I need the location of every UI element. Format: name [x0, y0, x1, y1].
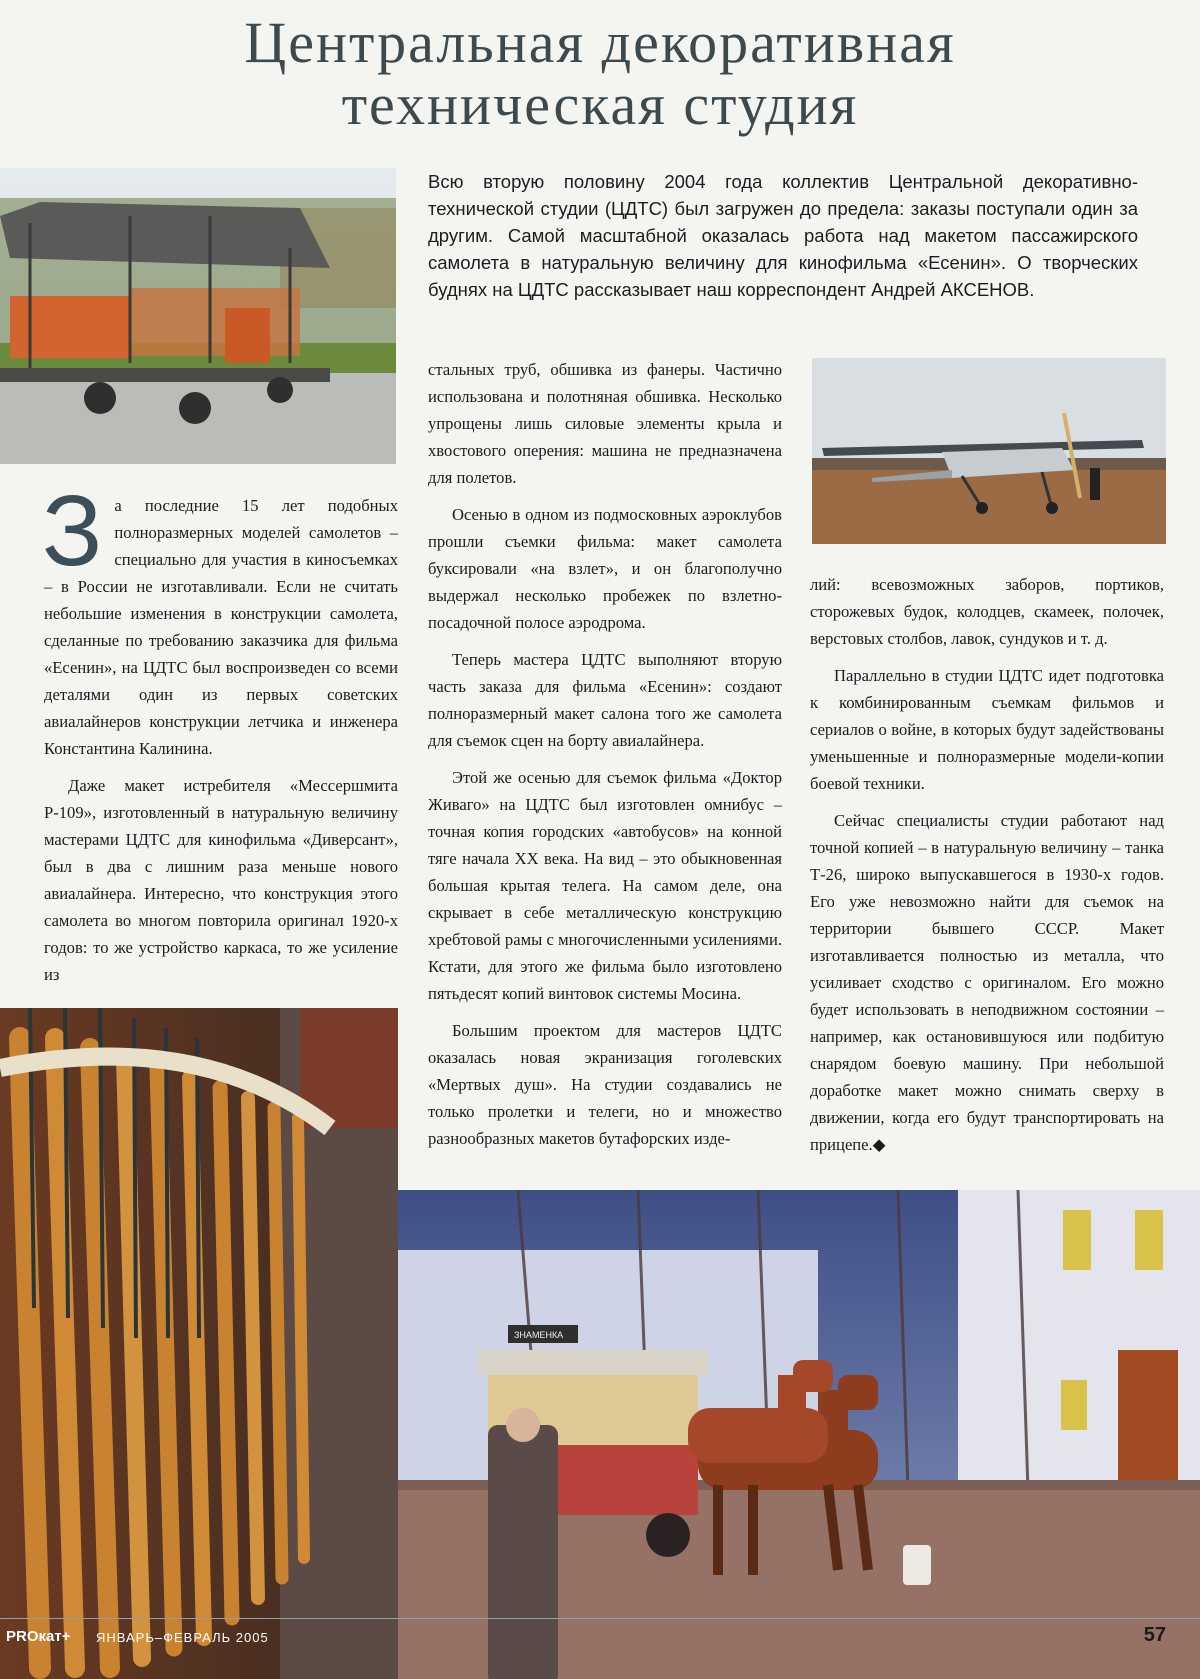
paragraph-8: лий: всевозможных заборов, портиков, сторожевых будок, колодцев, скамеек, полочек, верстовых столбов, лавок, сундуков и т. д.	[810, 575, 1164, 648]
paragraph-6: Этой же осенью для съемок фильма «Доктор Живаго» на ЦДТС был изготовлен омнибус – точная копия городских «автобусов» на конной тяге начала XX века. На вид – это обыкновенная большая крытая телега. На самом деле, она скрывает в себе металлическую конструкцию хребтовой рамы с многочисленными усилениями. Кстати, для этого же фильма было изготовлено пятьдесят копий винтовок системы Мосина.	[428, 768, 782, 1003]
article-title	[0, 12, 1200, 136]
paragraph-10-text: Сейчас специалисты студии работают над точной копией – в натуральную величину – танка Т-26, широко выпускавшегося в 1930-х годов. Его уже невозможно найти для съемок на территории бывшего СССР. Макет изготавливается полностью из металла, что усиливает сходство с оригиналом. Его можно будет использовать в неподвижном состоянии – например, как остановившуюся или подбитую снарядом боевую машину. При небольшой доработке макет можно снимать сверху в движении, когда его будут транспортировать на прицепе.	[810, 811, 1164, 1154]
photo-carriage-trailer	[0, 168, 396, 464]
magazine-brand: PROкат+	[6, 1628, 71, 1645]
photo-omnibus-image	[398, 1190, 1200, 1679]
drop-cap: З	[42, 475, 103, 587]
paragraph-3: стальных труб, обшивка из фанеры. Частично использована и полотняная обшивка. Несколько упрощены лишь силовые элементы крыла и хвостового оперения: машина не предназначена для полетов.	[428, 360, 782, 487]
text-column-3	[810, 571, 1164, 1168]
omnibus-sign-text: ЗНАМЕНКА	[514, 1330, 564, 1340]
text-column-1	[42, 475, 398, 998]
paragraph-5: Теперь мастера ЦДТС выполняют вторую часть заказа для фильма «Есенин»: создают полноразмерный макет салона того же самолета для съемок сцен на борту авиалайнера.	[428, 650, 782, 750]
paragraph-2: Даже макет истребителя «Мессершмита Р-109», изготовленный в натуральную величину мастерами ЦДТС для кинофильма «Диверсант», был в два с лишним раза меньше нового авиалайнера. Интересно, что конструкция этого самолета во многом повторила оригинал 1920-х годов: то же устройство каркаса, то же усиление из	[44, 776, 398, 984]
page-number: 57	[1143, 1624, 1166, 1646]
paragraph-10	[810, 807, 1164, 1158]
photo-airplane-image	[812, 358, 1166, 544]
issue-date: ЯНВАРЬ–ФЕВРАЛЬ 2005	[96, 1630, 269, 1645]
article-lead: Всю вторую половину 2004 года коллектив Центральной декоративно-технической студии (ЦДТС) был загружен до предела: заказы поступали один за другим. Самой масштабной оказалась работа над макетом пассажирского самолета в натуральную величину для кинофильма «Есенин». О творческих буднях на ЦДТС рассказывает наш корреспондент Андрей АКСЕНОВ.	[428, 171, 1138, 300]
paragraph-4: Осенью в одном из подмосковных аэроклубов прошли съемки фильма: макет самолета буксировали «на взлет», и он благополучно выдержал несколько пробежек по взлетно-посадочной полосе аэродрома.	[428, 505, 782, 632]
photo-rifles-image	[0, 1008, 398, 1679]
paragraph-7: Большим проектом для мастеров ЦДТС оказалась новая экранизация гоголевских «Мертвых душ». На студии создавались не только пролетки и телеги, но и множество разнообразных макетов бутафорских изде-	[428, 1021, 782, 1148]
article-title-line-1: Центральная декоративная	[244, 10, 956, 75]
paragraph-1	[42, 475, 398, 762]
end-of-article-mark: ◆	[872, 1135, 886, 1154]
photo-rifles	[0, 1008, 398, 1679]
photo-airplane	[812, 358, 1166, 544]
photo-omnibus	[398, 1190, 1200, 1679]
paragraph-1-text: а последние 15 лет подобных полноразмерных моделей самолетов – специально для участия в киносъемках – в России не изготавливали. Если не считать небольшие изменения в конструкции самолета, сделанные по требованию заказчика для фильма «Есенин», на ЦДТС был воспроизведен со всеми деталями один из первых советских авиалайнеров конструкции летчика и инженера Константина Калинина.	[44, 496, 398, 758]
text-column-2	[428, 356, 782, 1162]
paragraph-9: Параллельно в студии ЦДТС идет подготовка к комбинированным съемкам фильмов и сериалов о войне, в которых будут задействованы уменьшенные и полноразмерные модели-копии боевой техники.	[810, 666, 1164, 793]
footer-rule	[0, 1618, 1200, 1619]
article-title-line-2: техническая студия	[341, 72, 859, 137]
photo-carriage-trailer-image	[0, 168, 396, 464]
